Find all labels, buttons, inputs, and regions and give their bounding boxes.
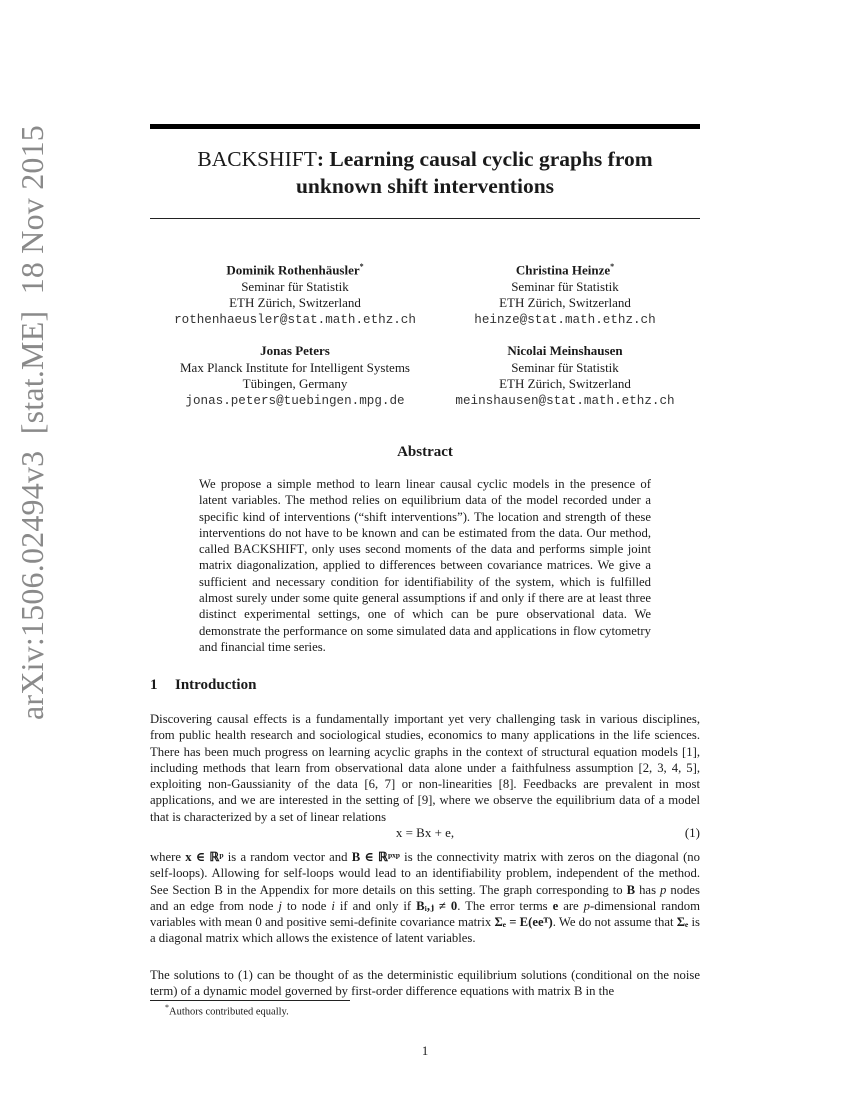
footnote: *Authors contributed equally.	[165, 1003, 289, 1018]
page-number: 1	[421, 1044, 429, 1058]
author-affiliation: Seminar für Statistik	[241, 278, 349, 294]
title-method-name: BACKSHIFT	[197, 147, 317, 171]
author-affiliation: Seminar für Statistik	[511, 278, 619, 294]
abstract-body: We propose a simple method to learn linear causal cyclic models in the presence of latent variables. The method relies on equilibrium data of the model recorded under a specific kind of interventions (“shift interventions”). The location and strength of these interventions do not have to be known and can be estimated from the data. Our method, called BACKSHIFT, only uses second moments of the data and performs simple joint matrix diagonalization, applied to differences between covariance matrices. We give a sufficient and necessary condition for identifiability of the system, which is fulfilled almost surely under some quite general assumptions if and only if there are at least three distinct experimental settings, one of which can be pure observational data. We demonstrate the performance on some simulated data and applications in flow cytometry and financial time series.	[199, 477, 651, 654]
equation-number: (1)	[684, 825, 700, 840]
footnote-rule	[150, 1000, 350, 1001]
title-line1: : Learning causal cyclic graphs from	[316, 147, 653, 171]
equation-1	[150, 825, 700, 843]
paragraph: Discovering causal effects is a fundamentally important yet very challenging task in various disciplines, from public health research and sociological studies, economics to many applications in the life sciences. There has been much progress on learning acyclic graphs in the context of structural equation models [1], including methods that learn from observational data alone under a faithfulness assumption [2, 3, 4, 5], exploiting non-Gaussianity of the data [6, 7] or non-linearities [8]. Feedbacks are prevalent in most applications, and we are interested in the setting of [9], where we observe the equilibrium data of a model that is characterized by a set of linear relations	[150, 712, 700, 824]
equation-expression: x = Bx + e,	[395, 825, 455, 840]
author-email[interactable]: heinze@stat.math.ethz.ch	[474, 312, 656, 327]
author-name: Jonas Peters	[260, 343, 330, 358]
author-location: ETH Zürich, Switzerland	[499, 295, 631, 311]
section-heading	[150, 677, 256, 694]
author-name: Nicolai Meinshausen	[507, 343, 623, 358]
title-rule-bottom	[150, 218, 700, 219]
author-location: Tübingen, Germany	[242, 376, 348, 391]
author-location: ETH Zürich, Switzerland	[499, 376, 631, 391]
author-block	[160, 343, 430, 409]
author-name: Dominik Rothenhäusler*	[226, 262, 364, 278]
author-block	[430, 259, 700, 328]
author-block	[430, 343, 700, 409]
author-block	[160, 259, 430, 328]
author-name: Christina Heinze*	[515, 262, 615, 278]
arxiv-identifier-stamp: arXiv:1506.02494v3 [stat.ME] 18 Nov 2015	[14, 124, 50, 720]
abstract-method-name: BACKSHIFT	[233, 542, 305, 557]
author-email[interactable]: rothenhaeusler@stat.math.ethz.ch	[174, 312, 416, 327]
author-affiliation: Seminar für Statistik	[511, 359, 619, 375]
paragraph: The solutions to (1) can be thought of as the deterministic equilibrium solutions (conditional on the noise term) of a dynamic model governed by first-order difference equations with matrix B in the	[150, 968, 700, 999]
author-affiliation: Max Planck Institute for Intelligent Systems	[180, 359, 410, 375]
paragraph: where x ∈ ℝᵖ is a random vector and B ∈ ℝᵖˣᵖ is the connectivity matrix with zeros on the diagonal (no self-loops). Allowing for self-loops would lead to an identifiability problem, independent of the method. See Section B in the Appendix for more details on this setting. The graph corresponding to B has p nodes and an edge from node j to node i if and only if Bᵢ,ⱼ ≠ 0. The error terms e are p-dimensional random variables with mean 0 and positive semi-definite covariance matrix Σₑ = E(eeᵀ). We do not assume that Σₑ is a diagonal matrix which allows the existence of latent variables.	[150, 850, 700, 946]
title-rule-top	[150, 124, 700, 129]
author-email[interactable]: jonas.peters@tuebingen.mpg.de	[185, 393, 405, 408]
abstract-heading: Abstract	[397, 444, 453, 460]
section-title: Introduction	[175, 677, 257, 693]
paper-title	[150, 146, 700, 200]
author-location: ETH Zürich, Switzerland	[229, 295, 361, 311]
author-email[interactable]: meinshausen@stat.math.ethz.ch	[455, 393, 675, 408]
title-line2: unknown shift interventions	[295, 174, 555, 198]
section-number: 1	[150, 677, 158, 693]
